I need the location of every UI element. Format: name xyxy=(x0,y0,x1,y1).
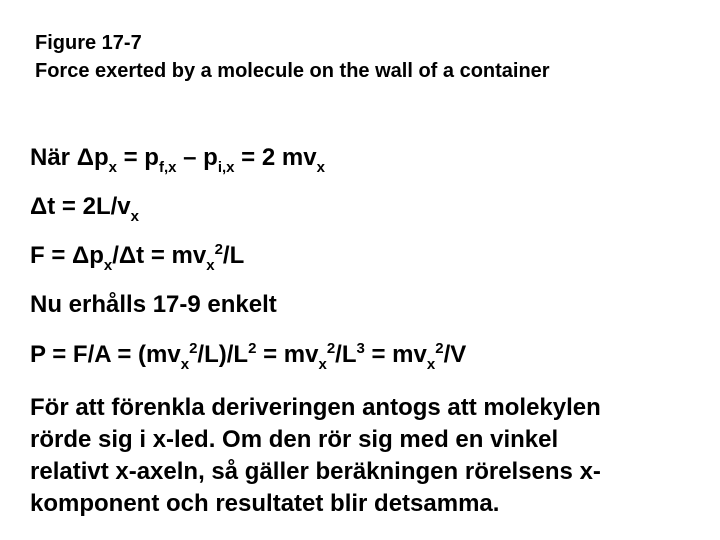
explanation-paragraph xyxy=(30,392,710,520)
paragraph-line: komponent och resultatet blir detsamma. xyxy=(30,490,500,517)
figure-number: Figure 17-7 xyxy=(35,32,142,54)
paragraph-line: För att förenkla deriveringen antogs att molekylen xyxy=(30,394,601,421)
pressure-equation: $P = F/A = (mv_x^2/L)/L^2 = mv_x^2/L^3 = mv_x^2/V$ xyxy=(30,340,467,373)
paragraph-line: relativt x-axeln, så gäller beräkningen rörelsens x- xyxy=(30,458,601,485)
time-equation: $\Delta t = 2L/v_x$ xyxy=(30,193,139,225)
figure-caption xyxy=(35,29,550,85)
momentum-change-equation: När $\Delta p_x = p_{f,x} - p_{i,x} = 2$ $mv_x$ xyxy=(30,144,325,176)
force-equation: $F = \Delta p_x/\Delta t = mv_x^2/L$ xyxy=(30,241,245,274)
paragraph-line: rörde sig i x-led. Om den rör sig med en vinkel xyxy=(30,426,559,453)
figure-title: Force exerted by a molecule on the wall of a container xyxy=(35,60,550,82)
statement-line: Nu erhålls 17-9 enkelt xyxy=(30,291,277,318)
